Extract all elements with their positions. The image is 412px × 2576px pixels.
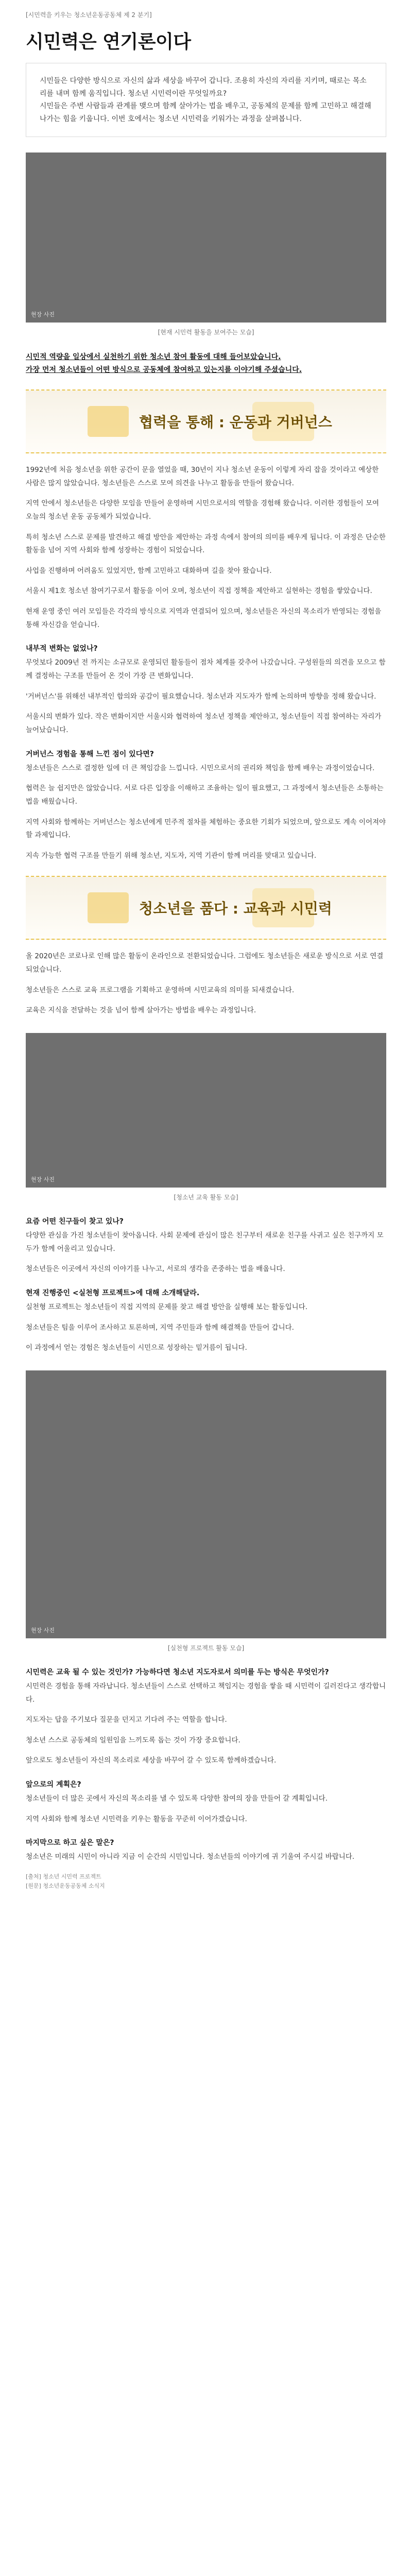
- section-title: 협력을 통해 : 운동과 거버넌스: [139, 414, 332, 431]
- body-paragraph: 지도자는 답을 주기보다 질문을 던지고 기다려 주는 역할을 합니다.: [26, 1716, 227, 1724]
- body-paragraph: 청소년은 미래의 시민이 아니라 지금 이 순간의 시민입니다. 청소년들의 이야기에 귀 기울여 주시길 바랍니다.: [26, 1853, 355, 1861]
- body-paragraph: 지속 가능한 협력 구조를 만들기 위해 청소년, 지도자, 지역 기관이 함께 머리를 맞대고 있습니다.: [26, 851, 317, 860]
- interview-question: 앞으로의 계획은?: [26, 1781, 81, 1789]
- photo-caption: [청소년 교육 활동 모습]: [174, 1194, 238, 1201]
- body-paragraph: 현재 운영 중인 여러 모임들은 각각의 방식으로 지역과 연결되어 있으며, 청소년들은 자신의 목소리가 반영되는 경험을 통해 자신감을 얻습니다.: [26, 607, 382, 629]
- lead-line: 가장 먼저 청소년들이 어떤 방식으로 공동체에 참여하고 있는지를 이야기해 주셨습니다.: [26, 365, 302, 374]
- section-banner: [26, 389, 386, 453]
- body-paragraph: 1992년에 처음 청소년을 위한 공간이 문을 열었을 때, 30년이 지나 청소년 운동이 이렇게 자리 잡을 것이라고 예상한 사람은 많지 않았습니다. 청소년들은 스스로 모여 의견을 나누고 활동을 만들어 왔습니다.: [26, 466, 379, 487]
- body-paragraph: 청소년들은 스스로 교육 프로그램을 기획하고 운영하며 시민교육의 의미를 되새겼습니다.: [26, 986, 295, 994]
- interview-question: 마지막으로 하고 싶은 말은?: [26, 1839, 114, 1848]
- body-paragraph: 특히 청소년 스스로 문제를 발견하고 해결 방안을 제안하는 과정 속에서 참여의 의미를 배우게 됩니다. 이 과정은 단순한 활동을 넘어 지역 사회와 함께 성장하는 경험이 되었습니다.: [26, 533, 386, 555]
- banner-decoration: [88, 892, 129, 923]
- body-paragraph: 앞으로도 청소년들이 자신의 목소리로 세상을 바꾸어 갈 수 있도록 함께하겠습니다.: [26, 1756, 277, 1765]
- series-note: [시민력을 키우는 청소년운동공동체 제 2 분기]: [26, 11, 152, 19]
- photo-label: 현장 사진: [31, 311, 55, 318]
- body-paragraph: 실천형 프로젝트는 청소년들이 직접 지역의 문제를 찾고 해결 방안을 실행해 보는 활동입니다.: [26, 1302, 308, 1311]
- body-paragraph: 올 2020년은 코로나로 인해 많은 활동이 온라인으로 전환되었습니다. 그럼에도 청소년들은 새로운 방식으로 서로 연결되었습니다.: [26, 952, 384, 974]
- interview-question: 거버넌스 경험을 통해 느낀 점이 있다면?: [26, 750, 154, 758]
- intro-paragraph: 시민들은 주변 사람들과 관계를 맺으며 함께 살아가는 법을 배우고, 공동체의 문제를 함께 고민하고 해결해 나가는 힘을 키웁니다. 이번 호에서는 청소년 시민력을 키워가는 과정을 살펴봅니다.: [40, 102, 371, 123]
- footer-line: [출처] 청소년 시민력 프로젝트: [26, 1873, 101, 1880]
- interview-question: 현재 진행중인 <실천형 프로젝트>에 대해 소개해달라.: [26, 1289, 200, 1297]
- body-paragraph: 청소년들은 이곳에서 자신의 이야기를 나누고, 서로의 생각을 존중하는 법을 배웁니다.: [26, 1265, 285, 1274]
- photo-caption: [현재 시민력 활동을 보여주는 모습]: [158, 329, 254, 336]
- body-paragraph: 지역 안에서 청소년들은 다양한 모임을 만들어 운영하며 시민으로서의 역할을 경험해 왔습니다. 이러한 경험들이 모여 오늘의 청소년 운동 공동체가 되었습니다.: [26, 499, 380, 521]
- body-paragraph: 무엇보다 2009년 전 까지는 소규모로 운영되던 활동들이 점차 체계를 갖추어 나갔습니다. 구성원들의 의견을 모으고 함께 결정하는 구조를 만들어 온 것이 가장 큰 변화입니다.: [26, 658, 386, 681]
- body-paragraph: '거버넌스'를 위해선 내부적인 합의와 공감이 필요했습니다. 청소년과 지도자가 함께 논의하며 방향을 정해 왔습니다.: [26, 692, 376, 701]
- body-paragraph: 지역 사회와 함께하는 거버넌스는 청소년에게 민주적 절차를 체험하는 중요한 기회가 되었으며, 앞으로도 계속 이어져야 할 과제입니다.: [26, 818, 386, 840]
- body-paragraph: 시민력은 경험을 통해 자라납니다. 청소년들이 스스로 선택하고 책임지는 경험을 쌓을 때 시민력이 길러진다고 생각합니다.: [26, 1682, 386, 1704]
- body-paragraph: 청소년 스스로 공동체의 일원임을 느끼도록 돕는 것이 가장 중요합니다.: [26, 1736, 241, 1744]
- section-title: 청소년을 품다 : 교육과 시민력: [139, 900, 332, 918]
- photo-label: 현장 사진: [31, 1626, 55, 1634]
- interview-question: 내부적 변화는 없었나?: [26, 645, 98, 653]
- body-paragraph: 다양한 관심을 가진 청소년들이 찾아옵니다. 사회 문제에 관심이 많은 친구부터 새로운 친구를 사귀고 싶은 친구까지 모두가 함께 어울리고 있습니다.: [26, 1231, 384, 1253]
- lead-text: [26, 351, 386, 376]
- body-paragraph: 청소년들이 더 많은 곳에서 자신의 목소리를 낼 수 있도록 다양한 참여의 장을 만들어 갈 계획입니다.: [26, 1794, 328, 1803]
- banner-decoration: [88, 406, 129, 437]
- section-banner: [26, 876, 386, 940]
- body-paragraph: 이 과정에서 얻는 경험은 청소년들이 시민으로 성장하는 밑거름이 됩니다.: [26, 1344, 247, 1352]
- lead-line: 시민적 역량을 일상에서 실천하기 위한 청소년 참여 활동에 대해 들어보았습니다.: [26, 353, 281, 361]
- interview-photo: [26, 152, 386, 323]
- photo-label: 현장 사진: [31, 1176, 55, 1183]
- interview-question: 요즘 어떤 친구들이 찾고 있나?: [26, 1217, 124, 1226]
- body-paragraph: 청소년들은 팀을 이루어 조사하고 토론하며, 지역 주민들과 함께 해결책을 만들어 갑니다.: [26, 1323, 294, 1332]
- footer-note: [26, 1872, 386, 1890]
- intro-paragraph: 시민들은 다양한 방식으로 자신의 삶과 세상을 바꾸어 갑니다. 조용히 자신의 자리를 지키며, 때로는 목소리를 내며 함께 움직입니다. 청소년 시민력이란 무엇일까요?: [40, 77, 367, 98]
- body-paragraph: 서울시 제1호 청소년 참여기구로서 활동을 이어 오며, 청소년이 직접 정책을 제안하고 실현하는 경험을 쌓았습니다.: [26, 587, 372, 596]
- body-paragraph: 사업을 진행하며 어려움도 있었지만, 함께 고민하고 대화하며 길을 찾아 왔습니다.: [26, 566, 272, 575]
- body-paragraph: 서울시의 변화가 있다. 작은 변화이지만 서울시와 협력하여 청소년 정책을 제안하고, 청소년들이 직접 참여하는 자리가 늘어났습니다.: [26, 713, 382, 734]
- page-title: 시민력은 연기론이다: [26, 31, 191, 53]
- body-paragraph: 청소년들은 스스로 결정한 일에 더 큰 책임감을 느낍니다. 시민으로서의 권리와 책임을 함께 배우는 과정이었습니다.: [26, 764, 375, 772]
- body-paragraph: 협력은 늘 쉽지만은 않았습니다. 서로 다른 입장을 이해하고 조율하는 일이 필요했고, 그 과정에서 청소년들은 소통하는 법을 배웠습니다.: [26, 784, 384, 806]
- body-paragraph: 교육은 지식을 전달하는 것을 넘어 함께 살아가는 방법을 배우는 과정입니다.: [26, 1006, 256, 1015]
- footer-line: [원문] 청소년운동공동체 소식지: [26, 1882, 105, 1889]
- intro-box: [26, 63, 386, 137]
- body-paragraph: 지역 사회와 함께 청소년 시민력을 키우는 활동을 꾸준히 이어가겠습니다.: [26, 1815, 247, 1823]
- activity-photo: [26, 1033, 386, 1188]
- project-photo: [26, 1370, 386, 1638]
- photo-caption: [실천형 프로젝트 활동 모습]: [167, 1644, 245, 1652]
- interview-question: 시민력은 교육 될 수 있는 것인가? 가능하다면 청소년 지도자로서 의미를 두는 방식은 무엇인가?: [26, 1668, 329, 1676]
